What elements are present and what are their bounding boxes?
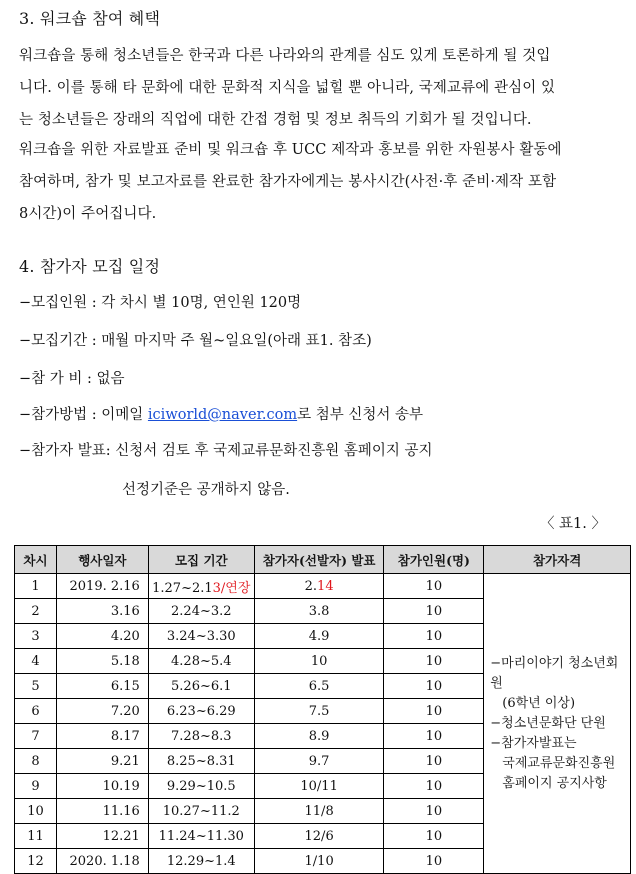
announce-main: 2. xyxy=(304,578,318,594)
qualification-line: −청소년문화단 단원 xyxy=(490,715,606,731)
session-no: 5 xyxy=(15,674,57,699)
application-method xyxy=(19,403,423,424)
header-recruit-period: 모집 기간 xyxy=(148,546,254,574)
announcement-date: 1/10 xyxy=(254,849,384,874)
recruit-period: 3.24~3.30 xyxy=(148,624,254,649)
recruit-period: 7.28~8.3 xyxy=(148,724,254,749)
method-suffix: 로 첨부 신청서 송부 xyxy=(297,407,424,423)
recruit-period: 4.28~5.4 xyxy=(148,649,254,674)
session-no: 8 xyxy=(15,749,57,774)
paragraph-line: 워크숍을 통해 청소년들은 한국과 다른 나라와의 관계를 심도 있게 토론하게 될 것입 xyxy=(19,48,551,64)
announcement-date: 4.9 xyxy=(254,624,384,649)
recruit-period: 11.24~11.30 xyxy=(148,824,254,849)
participant-count: 10 xyxy=(384,674,484,699)
table-caption: 〈 표1. 〉 xyxy=(539,516,606,532)
announcement-date: 9.7 xyxy=(254,749,384,774)
participant-count: 10 xyxy=(384,599,484,624)
section-4-heading: 4. 참가자 모집 일정 xyxy=(19,257,161,276)
session-no: 12 xyxy=(15,849,57,874)
announcement-date: 11/8 xyxy=(254,799,384,824)
participant-count: 10 xyxy=(384,624,484,649)
participant-count: 10 xyxy=(384,849,484,874)
header-event-date: 행사일자 xyxy=(56,546,148,574)
announcement-date: 7.5 xyxy=(254,699,384,724)
period-main: 1.27~2.1 xyxy=(152,580,213,596)
table-row xyxy=(15,574,631,599)
announcement-date: 12/6 xyxy=(254,824,384,849)
recruit-period: 10.27~11.2 xyxy=(148,799,254,824)
event-date: 8.17 xyxy=(56,724,148,749)
paragraph-line: 참여하며, 참가 및 보고자료를 완료한 참가자에게는 봉사시간(사전·후 준비·제작 포함 xyxy=(19,174,557,190)
qualification-line: 국제교류문화진흥원 xyxy=(502,755,616,771)
schedule-table xyxy=(14,545,631,874)
session-no: 10 xyxy=(15,799,57,824)
recruit-period: −모집기간 : 매월 마지막 주 월~일요일(아래 표1. 참조) xyxy=(19,333,372,349)
qualification-line: (6학년 이상) xyxy=(502,695,576,711)
recruit-period: 9.29~10.5 xyxy=(148,774,254,799)
session-no: 9 xyxy=(15,774,57,799)
participant-count: 10 xyxy=(384,749,484,774)
qualification-line: −마리이야기 청소년회원 xyxy=(490,655,619,691)
participant-count: 10 xyxy=(384,799,484,824)
header-participant-count: 참가인원(명) xyxy=(384,546,484,574)
header-qualifications: 참가자격 xyxy=(484,546,631,574)
event-date: 2020. 1.18 xyxy=(56,849,148,874)
participant-count: 10 xyxy=(384,699,484,724)
qualifications-cell xyxy=(484,574,631,874)
event-date: 12.21 xyxy=(56,824,148,849)
method-prefix: −참가방법 : 이메일 xyxy=(19,407,148,423)
paragraph-line: 는 청소년들은 장래의 직업에 대한 간접 경험 및 정보 취득의 기회가 될 것입니다. xyxy=(19,112,532,128)
event-date: 10.19 xyxy=(56,774,148,799)
event-date: 5.18 xyxy=(56,649,148,674)
session-no: 4 xyxy=(15,649,57,674)
email-link[interactable]: iciworld@naver.com xyxy=(147,407,298,423)
period-extended: 3/연장 xyxy=(212,580,251,596)
participant-announcement: −참가자 발표: 신청서 검토 후 국제교류문화진흥원 홈페이지 공지 xyxy=(19,443,433,459)
announcement-date: 3.8 xyxy=(254,599,384,624)
announcement-date: 8.9 xyxy=(254,724,384,749)
session-no: 1 xyxy=(15,574,57,599)
participant-count: 10 xyxy=(384,649,484,674)
event-date: 4.20 xyxy=(56,624,148,649)
section-3-paragraph-2 xyxy=(19,134,619,230)
recruit-period: 8.25~8.31 xyxy=(148,749,254,774)
recruit-count: −모집인원 : 각 차시 별 10명, 연인원 120명 xyxy=(19,295,302,311)
announce-changed: 14 xyxy=(317,578,334,594)
recruit-period: 5.26~6.1 xyxy=(148,674,254,699)
qualification-line: −참가자발표는 xyxy=(490,735,577,751)
paragraph-line: 워크숍을 위한 자료발표 준비 및 워크숍 후 UCC 제작과 홍보를 위한 자원봉사 활동에 xyxy=(19,142,562,158)
recruit-period xyxy=(148,574,254,599)
event-date: 9.21 xyxy=(56,749,148,774)
header-session: 차시 xyxy=(15,546,57,574)
selection-criteria-note: 선정기준은 공개하지 않음. xyxy=(122,482,290,498)
paragraph-line: 니다. 이를 통해 타 문화에 대한 문화적 지식을 넓힐 뿐 아니라, 국제교류에 관심이 있 xyxy=(19,80,556,96)
recruit-period: 6.23~6.29 xyxy=(148,699,254,724)
qualification-line: 홈페이지 공지사항 xyxy=(502,775,607,791)
announcement-date: 10/11 xyxy=(254,774,384,799)
recruit-period: 12.29~1.4 xyxy=(148,849,254,874)
event-date: 6.15 xyxy=(56,674,148,699)
recruit-period: 2.24~3.2 xyxy=(148,599,254,624)
event-date: 11.16 xyxy=(56,799,148,824)
announcement-date: 6.5 xyxy=(254,674,384,699)
header-announcement: 참가자(선발자) 발표 xyxy=(254,546,384,574)
session-no: 6 xyxy=(15,699,57,724)
announcement-date xyxy=(254,574,384,599)
paragraph-line: 8시간)이 주어집니다. xyxy=(19,206,157,222)
table-header-row xyxy=(15,546,631,574)
participant-count: 10 xyxy=(384,574,484,599)
participant-count: 10 xyxy=(384,774,484,799)
announcement-date: 10 xyxy=(254,649,384,674)
session-no: 11 xyxy=(15,824,57,849)
participation-fee: −참 가 비 : 없음 xyxy=(19,371,125,387)
section-3-paragraph-1 xyxy=(19,40,619,136)
event-date: 3.16 xyxy=(56,599,148,624)
participant-count: 10 xyxy=(384,824,484,849)
session-no: 3 xyxy=(15,624,57,649)
participant-count: 10 xyxy=(384,724,484,749)
session-no: 7 xyxy=(15,724,57,749)
session-no: 2 xyxy=(15,599,57,624)
event-date: 7.20 xyxy=(56,699,148,724)
event-date: 2019. 2.16 xyxy=(56,574,148,599)
section-3-heading: 3. 워크숍 참여 혜택 xyxy=(19,9,161,28)
